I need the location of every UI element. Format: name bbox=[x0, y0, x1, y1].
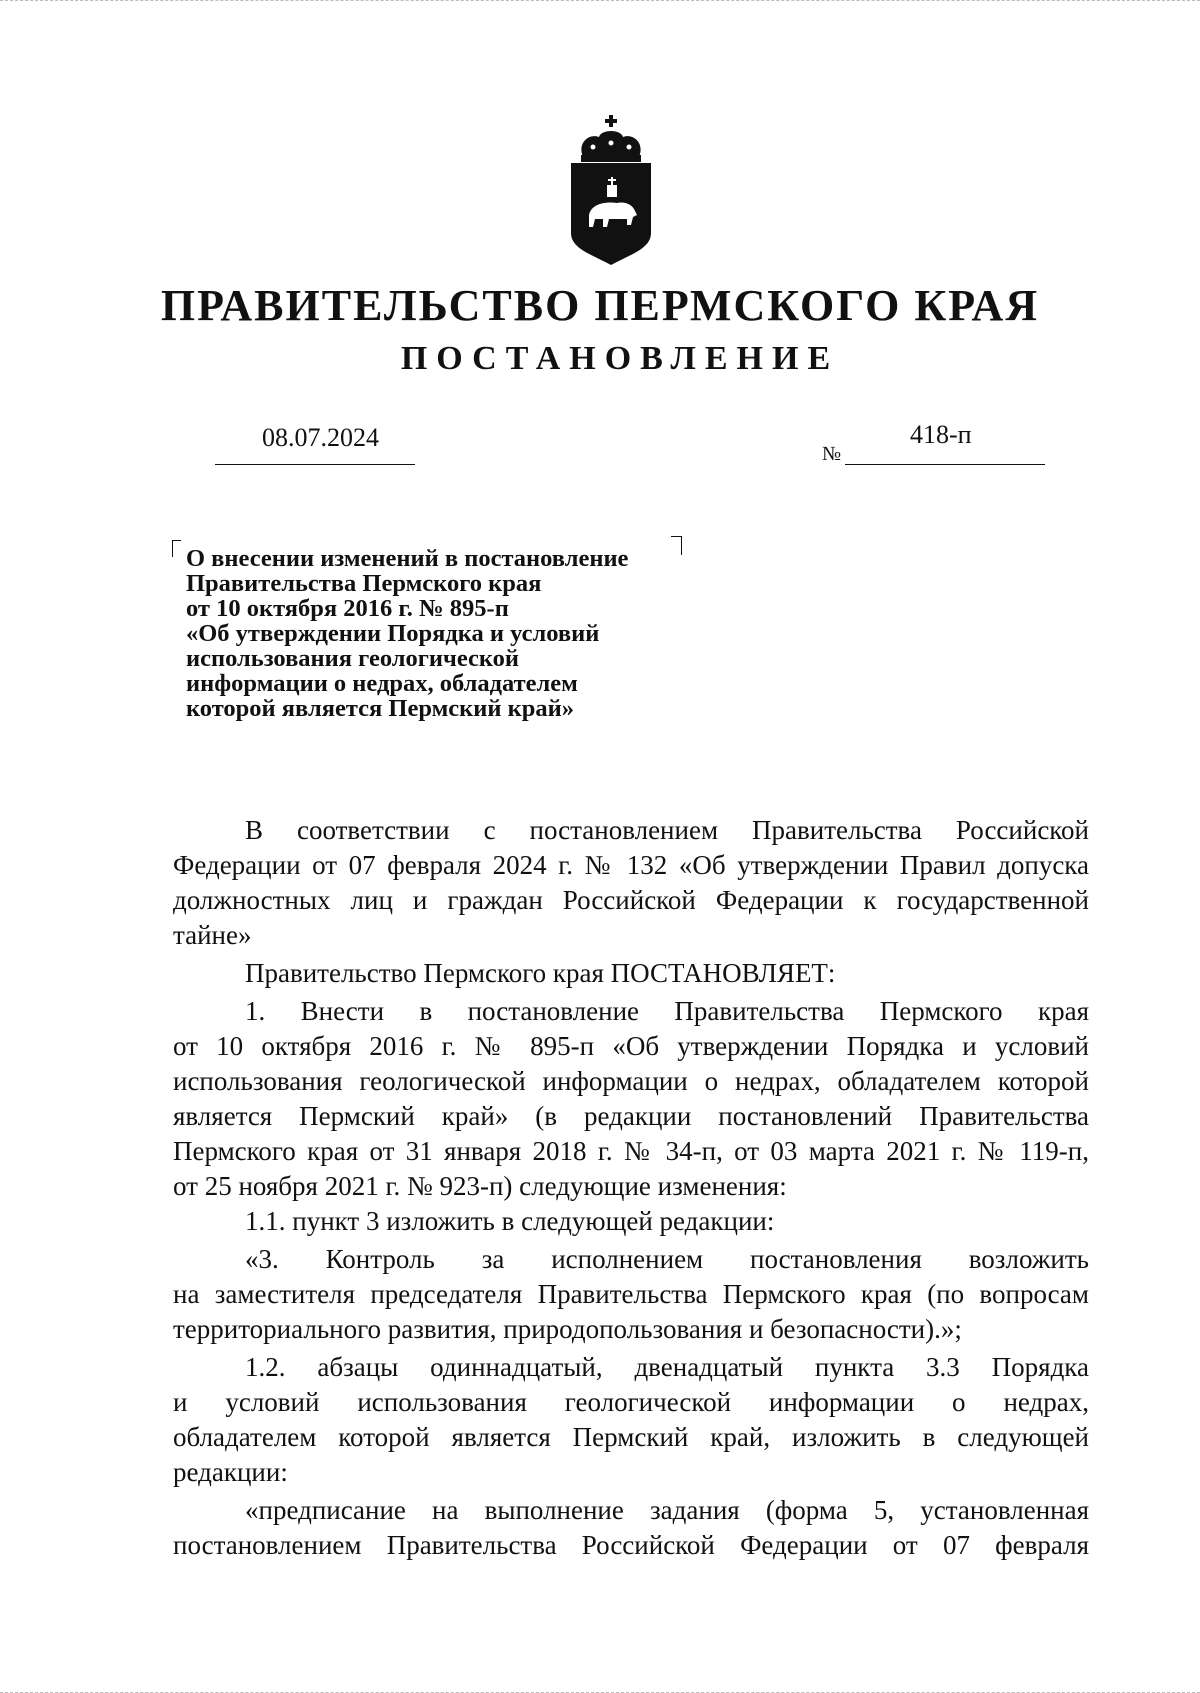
body-line: территориального развития, природопользования и безопасности).»; bbox=[173, 1314, 962, 1344]
date-underline bbox=[215, 464, 415, 465]
body-line: «3. Контроль за исполнением постановления возложить bbox=[245, 1244, 1089, 1274]
organization-title: ПРАВИТЕЛЬСТВО ПЕРМСКОГО КРАЯ bbox=[160, 281, 1040, 330]
body-line: 1.2. абзацы одиннадцатый, двенадцатый пункта 3.3 Порядка bbox=[245, 1352, 1089, 1382]
body-line: является Пермский край» (в редакции постановлений Правительства bbox=[173, 1101, 1089, 1131]
body-line: обладателем которой является Пермский край, изложить в следующей bbox=[173, 1422, 1089, 1452]
body-line: В соответствии с постановлением Правительства Российской bbox=[245, 815, 1089, 845]
number-sign: № bbox=[822, 443, 842, 465]
body-line: от 25 ноября 2021 г. № 923-п) следующие изменения: bbox=[173, 1171, 787, 1201]
subject-line: О внесении изменений в постановление bbox=[186, 545, 629, 572]
body-line: от 10 октября 2016 г. № 895-п «Об утверждении Порядка и условий bbox=[173, 1031, 1089, 1061]
document-subject bbox=[186, 546, 706, 721]
coat-of-arms-emblem bbox=[563, 115, 659, 265]
body-line: 1.1. пункт 3 изложить в следующей редакции: bbox=[245, 1206, 775, 1236]
body-line: на заместителя председателя Правительства Пермского края (по вопросам bbox=[173, 1279, 1089, 1309]
subject-line: использования геологической bbox=[186, 645, 520, 672]
body-line: тайне» bbox=[173, 920, 252, 950]
subject-line: информации о недрах, обладателем bbox=[186, 670, 578, 697]
body-line: Федерации от 07 февраля 2024 г. № 132 «Об утверждении Правил допуска bbox=[173, 850, 1089, 880]
body-line: постановлением Правительства Российской Федерации от 07 февраля bbox=[173, 1530, 1089, 1560]
subject-line: которой является Пермский край» bbox=[186, 695, 575, 722]
body-line: должностных лиц и граждан Российской Федерации к государственной bbox=[173, 885, 1089, 915]
body-line: использования геологической информации о недрах, обладателем которой bbox=[173, 1066, 1089, 1096]
subject-line: от 10 октября 2016 г. № 895-п bbox=[186, 595, 509, 622]
subject-corner-left bbox=[172, 540, 181, 557]
subject-line: Правительства Пермского края bbox=[186, 570, 542, 597]
document-type: ПОСТАНОВЛЕНИЕ bbox=[400, 340, 840, 377]
body-line: редакции: bbox=[173, 1457, 288, 1487]
body-line: и условий использования геологической информации о недрах, bbox=[173, 1387, 1089, 1417]
subject-line: «Об утверждении Порядка и условий bbox=[186, 620, 600, 647]
body-line: Пермского края от 31 января 2018 г. № 34-п, от 03 марта 2021 г. № 119-п, bbox=[173, 1136, 1089, 1166]
number-underline bbox=[845, 464, 1045, 465]
document-body bbox=[173, 813, 1089, 1563]
body-line: «предписание на выполнение задания (форма 5, установленная bbox=[245, 1495, 1089, 1525]
body-line: 1. Внести в постановление Правительства Пермского края bbox=[245, 996, 1089, 1026]
document-number: 418-п bbox=[910, 420, 972, 449]
body-line: Правительство Пермского края ПОСТАНОВЛЯЕТ: bbox=[245, 958, 836, 988]
document-date: 08.07.2024 bbox=[262, 423, 379, 452]
